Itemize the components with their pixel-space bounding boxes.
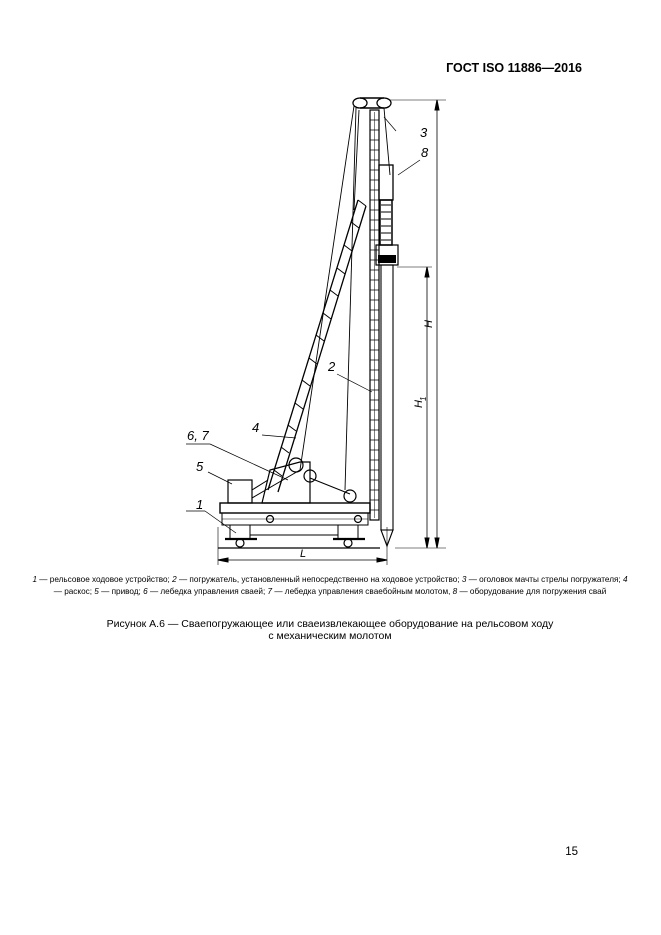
legend-num-8: 8 <box>452 587 458 596</box>
page-number: 15 <box>565 846 578 858</box>
legend-text-3: — оголовок мачты стрелы погружателя; <box>466 575 623 584</box>
legend-num-1: 1 <box>32 575 38 584</box>
caption-line-2: с механическим молотом <box>268 630 392 642</box>
dimension-H1: H <box>413 400 425 408</box>
legend-text-7: — лебедка управления свaeбойным молотом, <box>272 587 453 596</box>
legend-text-6: — лебедка управления сваей; <box>147 587 268 596</box>
label-8: 8 <box>421 145 429 160</box>
legend-text-4: — раскос; <box>53 587 95 596</box>
legend-text-2: — погружатель, установленный непосредственно на ходовое устройство; <box>176 575 462 584</box>
label-3: 3 <box>420 125 428 140</box>
label-6-7: 6, 7 <box>187 428 209 443</box>
legend-text-1: — рельсовое ходовое устройство; <box>37 575 173 584</box>
dimension-H1-subscript: 1 <box>419 396 428 401</box>
label-1: 1 <box>196 497 204 512</box>
label-4: 4 <box>252 420 260 435</box>
legend-num-7: 7 <box>267 587 273 596</box>
legend-num-5: 5 <box>94 587 99 596</box>
figure-caption <box>95 618 565 642</box>
legend-text-5: — привод; <box>98 587 144 596</box>
dimension-L: L <box>300 548 307 560</box>
legend-text-8: — оборудование для погружения свай <box>457 587 607 596</box>
standard-header: ГОСТ ISO 11886—2016 <box>446 61 582 75</box>
legend-num-3: 3 <box>461 575 467 584</box>
label-5: 5 <box>196 459 204 474</box>
legend-num-4: 4 <box>622 575 628 584</box>
legend-num-6: 6 <box>143 587 148 596</box>
legend-num-2: 2 <box>172 575 177 584</box>
label-2: 2 <box>328 359 336 374</box>
dimension-H: H <box>423 320 435 328</box>
figure-legend <box>30 574 630 598</box>
caption-line-1: Рисунок А.6 — Сваепогружающее или сваеизвлекающее оборудование на рельсовом ходу <box>106 618 554 630</box>
